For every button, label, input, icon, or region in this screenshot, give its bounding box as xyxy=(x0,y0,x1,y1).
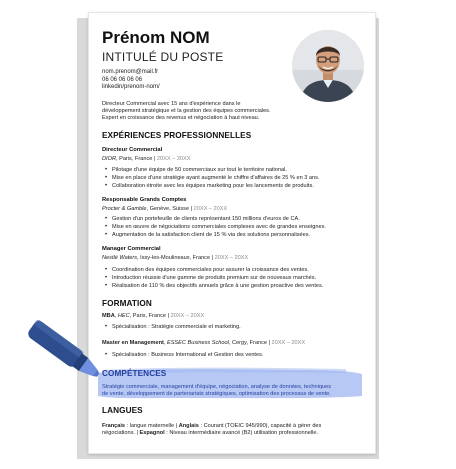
location: , Cergy, France | xyxy=(228,340,272,346)
highlighter-marker-icon xyxy=(20,311,110,391)
list-item: • Réalisation de 110 % des objectifs annuels grâce à une gestion proactive des ventes. xyxy=(112,283,362,291)
competences-line: Stratégie commerciale, management d'équipe, négociation, analyse de données, techniques xyxy=(102,384,332,390)
school: ESSEC Business School xyxy=(166,340,229,346)
degree: MBA xyxy=(102,313,115,319)
formation-bullets-2 xyxy=(112,352,362,360)
person-name: Prénom NOM xyxy=(102,28,210,47)
section-heading-experience: EXPÉRIENCES PROFESSIONNELLES xyxy=(102,131,252,140)
list-item: • Coordination des équipes commerciales pour assurer la croissance des ventes. xyxy=(112,267,362,275)
company: Procter & Gamble xyxy=(102,206,147,212)
job-bullets-1 xyxy=(112,167,362,190)
job-meta-1 xyxy=(102,156,191,162)
section-heading-langues: LANGUES xyxy=(102,406,143,415)
langues-line-2 xyxy=(102,430,360,437)
dates: 20XX – 20XX xyxy=(271,340,306,346)
formation-bullets-1 xyxy=(112,324,362,332)
job-title-1: Directeur Commercial xyxy=(102,147,163,153)
job-bullets-3 xyxy=(112,267,362,290)
lang-name: Espagnol xyxy=(139,430,165,437)
job-title-3: Manager Commercial xyxy=(102,246,161,252)
competences-text xyxy=(102,384,360,399)
job-meta-2 xyxy=(102,206,227,212)
lang-level: : Courant (TOEIC 945/990), capacité à gérer des xyxy=(198,423,322,429)
contact-email: nom.prenom@mail.fr xyxy=(102,69,159,75)
summary-line: Expert en croissance des revenus et négociation à haut niveau. xyxy=(102,115,260,121)
contact-linkedin: linkedin/prenom-nom/ xyxy=(102,84,160,91)
location: , Paris, France | xyxy=(129,313,171,319)
person-portrait-icon xyxy=(292,30,364,102)
job-bullets-2 xyxy=(112,216,362,239)
langues-line-1 xyxy=(102,423,360,430)
dates: 20XX – 20XX xyxy=(193,206,228,212)
lang-name: Français xyxy=(102,423,126,429)
job-meta-3 xyxy=(102,255,248,261)
section-heading-competences: COMPÉTENCES xyxy=(102,369,167,378)
job-title: INTITULÉ DU POSTE xyxy=(102,50,224,64)
list-item: • Gestion d'un portefeuille de clients représentant 150 millions d'euros de CA. xyxy=(112,216,362,224)
list-item xyxy=(112,352,362,360)
dates: 20XX – 20XX xyxy=(156,156,191,162)
location: , Genève, Suisse | xyxy=(146,206,194,212)
location: , Paris, France | xyxy=(115,156,157,162)
list-item xyxy=(112,324,362,332)
list-item: • Pilotage d'une équipe de 50 commerciaux sur tout le territoire national. xyxy=(112,167,362,175)
lang-name: Anglais xyxy=(178,423,199,429)
bullet-label: Spécialisation xyxy=(112,352,147,358)
bullet-text: : Stratégie commerciale et marketing. xyxy=(146,324,241,330)
contact-block xyxy=(102,69,160,92)
formation-meta-2: Master en Management, ESSEC Business School, Cergy, France | 20XX – 20XX xyxy=(102,340,306,346)
dates: 20XX – 20XX xyxy=(214,255,249,261)
lang-level: : langue maternelle | xyxy=(125,423,179,429)
lang-level: négociations. | xyxy=(102,430,140,437)
profile-photo xyxy=(292,30,364,102)
list-item: • Mise en œuvre de négociations commerciales complexes avec de grandes enseignes. xyxy=(112,224,362,232)
formation-meta-1: MBA, HEC, Paris, France | 20XX – 20XX xyxy=(102,313,205,319)
bullet-label: Spécialisation xyxy=(112,324,147,330)
company: Nestlé Waters xyxy=(102,255,138,261)
list-item: • Mise en place d'une stratégie ayant augmenté le chiffre d'affaires de 25 % en 3 ans. xyxy=(112,175,362,183)
profile-summary xyxy=(102,101,334,122)
job-title-2: Responsable Grands Comptes xyxy=(102,197,187,203)
dates: 20XX – 20XX xyxy=(170,313,205,319)
section-heading-formation: FORMATION xyxy=(102,299,152,308)
summary-line: Directeur Commercial avec 15 ans d'expérience dans le xyxy=(102,101,241,107)
bullet-text: : Business International et Gestion des ventes. xyxy=(146,352,264,358)
degree: Master en Management xyxy=(102,340,164,346)
langues-text xyxy=(102,423,360,438)
lang-level: : Niveau intermédiaire avancé (B2) utilisation professionnelle. xyxy=(164,430,319,437)
location: , Issy-les-Moulineaux, France | xyxy=(137,255,215,261)
summary-line: développement stratégique et la gestion des équipes commerciales. xyxy=(102,108,271,114)
contact-phone: 06 06 06 06 06 xyxy=(102,76,143,83)
list-item: • Augmentation de la satisfaction client de 15 % via des solutions personnalisées. xyxy=(112,232,362,240)
list-item: • Collaboration étroite avec les équipes marketing pour les lancements de produits. xyxy=(112,183,362,191)
school: HEC xyxy=(117,313,130,319)
list-item: • Introduction réussie d'une gamme de produits premium sur de nouveaux marchés. xyxy=(112,275,362,283)
company: DIOR xyxy=(102,156,116,162)
competences-line: de vente, développement de partenariats stratégiques, optimisation des processus de vente. xyxy=(102,391,331,398)
